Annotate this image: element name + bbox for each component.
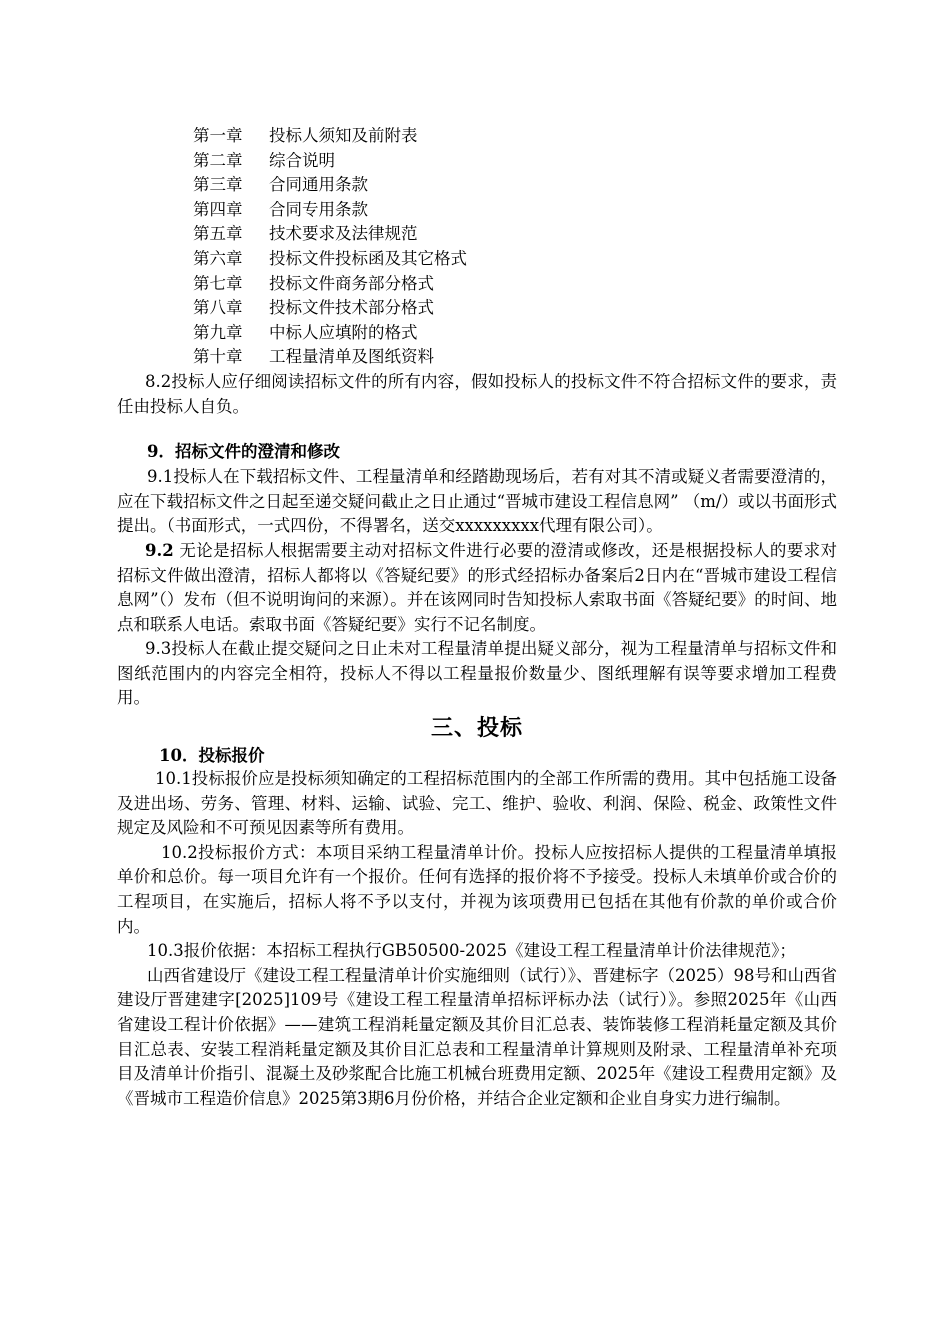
paragraph-9-2-text: 无论是招标人根据需要主动对招标文件进行必要的澄清或修改，还是根据投标人的要求对招标文件做出澄清，招标人都将以《答疑纪要》的形式经招标办备案后2日内在“晋城市建设工程信息网”（）发布（但不说明询问的来源）。并在该网同时告知投标人索取书面《答疑纪要》的时间、地点和联系人电话。索取书面《答疑纪要》实行不记名制度。 [117, 540, 837, 634]
paragraph-10-3-continued: 山西省建设厅《建设工程工程量清单计价实施细则（试行）》、晋建标字（2025）98号和山西省建设厅晋建建字[2025]109号《建设工程工程量清单招标评标办法（试行）》。参照2025年《山西省建设工程计价依据》——建筑工程消耗量定额及其价目汇总表、装饰装修工程消耗量定额及其价目汇总表、安装工程消耗量定额及其价目汇总表和工程量清单计算规则及附录、工程量清单补充项目及清单计价指引、混凝土及砂浆配合比施工机械台班费用定额、2025年《建设工程费用定额》及《晋城市工程造价信息》2025第3期6月份价格，并结合企业定额和企业自身实力进行编制。 [117, 965, 837, 1108]
chapter-title: 技术要求及法律规范 [269, 224, 418, 244]
chapter-title: 综合说明 [269, 150, 335, 170]
chapter-list-item [117, 272, 837, 297]
chapter-number: 第二章 [193, 150, 243, 170]
chapter-title: 投标文件投标函及其它格式 [269, 248, 467, 268]
chapter-number: 第八章 [193, 298, 243, 318]
chapter-number: 第四章 [193, 199, 243, 219]
chapter-number: 第九章 [193, 322, 243, 342]
chapter-list-item [117, 124, 837, 149]
chapter-title: 投标人须知及前附表 [269, 126, 418, 145]
chapter-3-title: 三、投标 [430, 715, 523, 742]
document-page [117, 124, 837, 1111]
chapter-title: 投标文件商务部分格式 [269, 273, 434, 293]
chapter-list-item [117, 296, 837, 321]
paragraph-10-1: 10.1投标报价应是投标须知确定的工程招标范围内的全部工作所需的费用。其中包括施工设备及进出场、劳务、管理、材料、运输、试验、完工、维护、验收、利润、保险、税金、政策性文件规定及风险和不可预见因素等所有费用。 [117, 769, 837, 838]
paragraph-9-2-number: 9.2 [145, 540, 174, 560]
paragraph-9-3: 9.3投标人在截止提交疑问之日止未对工程量清单提出疑义部分，视为工程量清单与招标文件和图纸范围内的内容完全相符，投标人不得以工程量报价数量少、图纸理解有误等要求增加工程费用。 [117, 639, 837, 708]
chapter-list-item [117, 321, 837, 346]
paragraph-10-3: 10.3报价依据：本招标工程执行GB50500-2025《建设工程工程量清单计价法律规范》； [147, 941, 796, 961]
chapter-list-item [117, 345, 837, 370]
chapter-title: 工程量清单及图纸资料 [269, 347, 434, 367]
chapter-title: 合同专用条款 [269, 199, 368, 219]
chapter-list-item [117, 198, 837, 223]
chapter-title: 中标人应填附的格式 [269, 322, 418, 342]
paragraph-9-2 [117, 539, 837, 637]
chapter-number: 第三章 [193, 175, 243, 195]
paragraph-9-1: 9.1投标人在下载招标文件、工程量清单和经踏勘现场后，若有对其不清或疑义者需要澄清的，应在下载招标文件之日起至递交疑问截止之日止通过“晋城市建设工程信息网” （m/）或以书面形式提出。（书面形式，一式四份，不得署名，送交xxxxxxxxx代理有限公司）。 [117, 467, 837, 536]
paragraph-8-2: 8.2投标人应仔细阅读招标文件的所有内容，假如投标人的投标文件不符合招标文件的要求，责任由投标人自负。 [117, 371, 837, 416]
chapter-list [117, 124, 837, 370]
chapter-list-item [117, 222, 837, 247]
chapter-number: 第五章 [193, 224, 243, 244]
chapter-title: 合同通用条款 [269, 175, 368, 195]
chapter-title: 投标文件技术部分格式 [269, 298, 434, 318]
chapter-number: 第十章 [193, 347, 243, 367]
chapter-list-item [117, 247, 837, 272]
chapter-number: 第六章 [193, 248, 243, 268]
chapter-list-item [117, 149, 837, 174]
chapter-number: 第七章 [193, 273, 243, 293]
chapter-list-item [117, 173, 837, 198]
section-10-heading: 10．投标报价 [159, 746, 265, 766]
chapter-number: 第一章 [193, 126, 243, 145]
paragraph-10-2: 10.2投标报价方式：本项目采纳工程量清单计价。投标人应按招标人提供的工程量清单填报单价和总价。每一项目允许有一个报价。任何有选择的报价将不予接受。投标人未填单价或合价的工程项目，在实施后，招标人将不予以支付，并视为该项费用已包括在其他有价款的单价或合价内。 [117, 842, 837, 936]
spacer [117, 419, 837, 439]
section-9-heading: 9．招标文件的澄清和修改 [147, 442, 340, 462]
